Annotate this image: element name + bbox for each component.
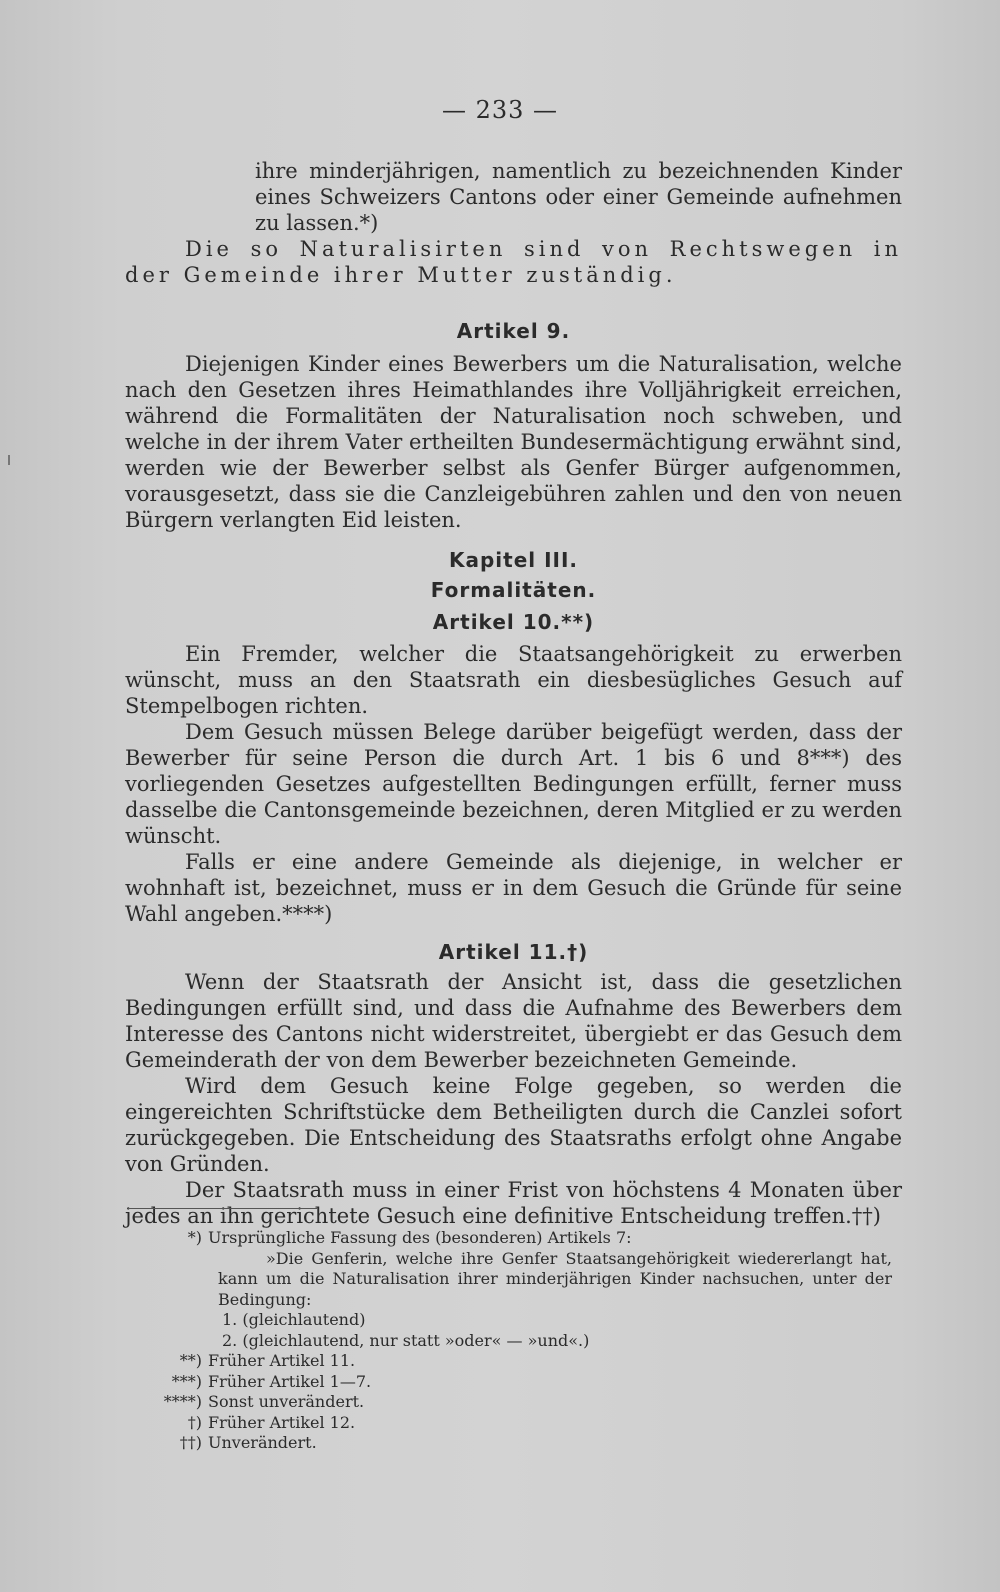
footnote-text: Früher Artikel 11. — [208, 1351, 356, 1370]
heading-artikel-9: Artikel 9. — [456, 319, 571, 343]
paragraph-artikel-11-1: Wenn der Staatsrath der Ansicht ist, dass die gesetzlichen Bedingungen erfüllt sind, und dass die Aufnahme des Bewerbers dem Interesse des Cantons nicht widerstreitet, übergiebt er das Gesuch dem Gemeinderath der von dem Bewerber bezeichneten Gemeinde. — [125, 970, 902, 1072]
paragraph-artikel-10-3: Falls er eine andere Gemeinde als diejenige, in welcher er wohnhaft ist, bezeichnet, muss er in dem Gesuch die Gründe für seine Wahl angeben.****) — [125, 850, 902, 926]
paragraph-artikel-9: Diejenigen Kinder eines Bewerbers um die Naturalisation, welche nach den Gesetzen ihres Heimathlandes ihre Volljährigkeit erreichen, während die Formalitäten der Naturalisation noch schweben, und welche in der ihrem Vater ertheilten Bundesermächtigung erwähnt sind, werden wie der Bewerber selbst als Genfer Bürger aufgenommen, vorausgesetzt, dass sie die Canzleigebühren zahlen und den von neuen Bürgern verlangten Eid leisten. — [125, 352, 902, 532]
footnote — [150, 1372, 892, 1393]
margin-mark — [8, 455, 10, 465]
heading-artikel-11: Artikel 11.†) — [438, 940, 589, 964]
paragraph-continuation: ihre minderjährigen, namentlich zu bezeichnenden Kinder eines Schweizers Cantons oder einer Gemeinde aufnehmen zu lassen.*) — [255, 159, 902, 235]
footnote-mark: **) — [179, 1351, 202, 1370]
footnote-mark: ††) — [179, 1433, 202, 1452]
footnote-quote: »Die Genferin, welche ihre Genfer Staatsangehörigkeit wiedererlangt hat, kann um die Naturalisation ihrer minderjährigen Kinder nachsuchen, unter der Bedingung: — [218, 1248, 892, 1309]
footnote-mark: *) — [187, 1228, 202, 1247]
footnotes — [150, 1228, 892, 1454]
paragraph-artikel-11-3: Der Staatsrath muss in einer Frist von höchstens 4 Monaten über jedes an ihn gerichtete Gesuch eine definitive Entscheidung treffen.††) — [125, 1178, 902, 1228]
paragraph-artikel-10-1: Ein Fremder, welcher die Staatsangehörigkeit zu erwerben wünscht, muss an den Staatsrath ein diesbesügliches Gesuch auf Stempelbogen richten. — [125, 642, 902, 718]
footnote-item: 1. (gleichlautend) — [222, 1310, 366, 1329]
footnote-text: Ursprüngliche Fassung des (besonderen) Artikels 7: — [208, 1228, 632, 1247]
footnote — [150, 1351, 892, 1372]
footnote-mark: †) — [187, 1412, 202, 1432]
heading-chapter: Kapitel III. — [448, 548, 579, 572]
paragraph-zustaendig: Die so Naturalisirten sind von Rechtswegen in der Gemeinde ihrer Mutter zuständig. — [125, 237, 902, 287]
footnote-text: Unverändert. — [208, 1433, 317, 1452]
heading-chapter-subtitle: Formalitäten. — [430, 578, 597, 602]
footnote-mark: ***) — [171, 1371, 202, 1391]
footnote-item: 2. (gleichlautend, nur statt »oder« — »und«.) — [222, 1330, 590, 1350]
page-number: — 233 — — [441, 96, 559, 124]
footnote — [150, 1413, 892, 1434]
footnote-divider — [128, 1208, 318, 1209]
footnote-text: Früher Artikel 1—7. — [208, 1371, 372, 1391]
footnote — [150, 1392, 892, 1413]
footnote — [150, 1228, 892, 1249]
heading-artikel-10: Artikel 10.**) — [432, 610, 595, 634]
footnote-mark: ****) — [163, 1392, 202, 1411]
footnote-text: Früher Artikel 12. — [208, 1412, 356, 1432]
footnote — [150, 1433, 892, 1454]
footnote-text: Sonst unverändert. — [208, 1392, 365, 1411]
paragraph-artikel-10-2: Dem Gesuch müssen Belege darüber beigefügt werden, dass der Bewerber für seine Person die durch Art. 1 bis 6 und 8***) des vorliegenden Gesetzes aufgestellten Bedingungen erfüllt, ferner muss dasselbe die Cantonsgemeinde bezeichnen, deren Mitglied er zu werden wünscht. — [125, 720, 902, 848]
paragraph-artikel-11-2: Wird dem Gesuch keine Folge gegeben, so werden die eingereichten Schriftstücke dem Betheiligten durch die Canzlei sofort zurückgegeben. Die Entscheidung des Staatsraths erfolgt ohne Angabe von Gründen. — [125, 1074, 902, 1176]
main-text — [125, 158, 902, 1229]
